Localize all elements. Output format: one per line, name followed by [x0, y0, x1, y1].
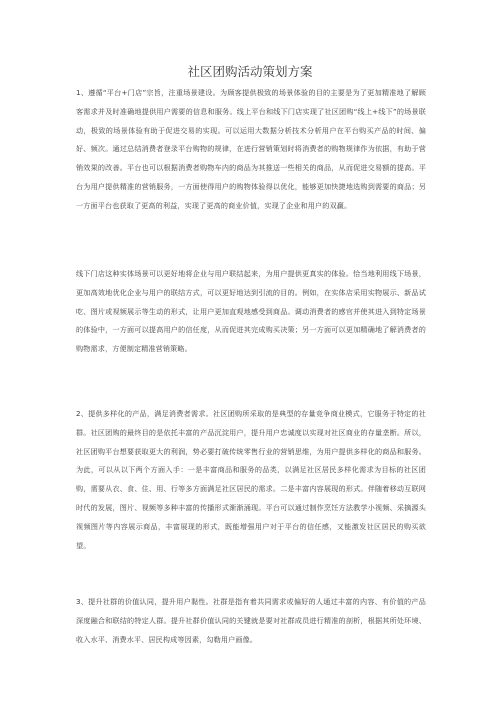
- paragraph-community-value: 3、提升社群的价值认同，提升用户黏性。社群是指有着共同需求或偏好的人通过丰富的内容、有价值的产品深度融合和联结的特定人群。提升社群价值认同的关键就是要对社群成员进行精准的剖析，根据其所处环境、收入水平、消费水平、居民构成等因素，勾勒用户画像。: [76, 597, 426, 644]
- paragraph-diverse-products: 2、提供多样化的产品，满足消费者需求。社区团购所采取的是典型的存量竞争商业模式，它服务于特定的社群。社区团购的最终目的是依托丰富的产品沉淀用户，提升用户忠诚度以实现对社区商业的存量垄断。所以，社区团购平台想要获取更大的利润，势必要打破传统零售行业的营销思维，为用户提供多样化的商品和服务。为此，可以从以下两个方面入手：一是丰富商品和服务的品类，以满足社区居民多样化需求为目标的社区团购，需要从衣、食、住、用、行等多方面满足社区居民的需求。二是丰富内容展现的形式。伴随着移动互联网时代的发展，图片、视频等多种丰富的传播形式渐渐涌现。平台可以通过制作烹饪方法教学小视频、采摘源头视频图片等内容展示商品，丰富展现的形式，既能增强用户对于平台的信任感，又能激发社区居民的购买欲望。: [76, 409, 426, 550]
- document-title: 社区团购活动策划方案: [187, 64, 313, 79]
- paragraph-offline-store: 线下门店这种实体场景可以更好地将企业与用户联结起来，为用户提供更真实的体验。恰当地利用线下场景，更加高效地优化企业与用户的联结方式，可以更好地达到引流的目的。例如，在实体店采用实物展示、新品试吃、图片或视频展示等生动的形式，让用户更加直观地感受到商品。调动消费者的感官并使其进入到特定场景的体验中，一方面可以提高用户的信任度，从而促进其完成购买决策；另一方面可以更加精确地了解消费者的购物需求，方便制定精准营销策略。: [76, 269, 426, 354]
- paragraph-scene-building: 1、遵循“平台+门店”宗旨，注重场景建设。为顾客提供极致的场景体验的目的主要是为了更加精准地了解顾客需求并及时准确地提供用户需要的信息和服务。线上平台和线下门店实现了社区团购“线上+线下”的场景联动，极致的场景体验有助于促进交易的实现。可以运用大数据分析技术分析用户在平台购买产品的时间、偏好、频次。通过总结消费者登录平台购物的规律，在进行营销策划时将消费者的购物规律作为依据，有助于营销效果的改善。平台也可以根据消费者购物车内的商品为其推送一些相关的商品，从而促进交易额的提高。平台为用户提供精准的营销服务，一方面使得用户的购物体验得以优化，能够更加快捷地选购到需要的商品；另一方面平台也获取了更高的利益，实现了更高的商业价值，实现了企业和用户的双赢。: [76, 88, 426, 210]
